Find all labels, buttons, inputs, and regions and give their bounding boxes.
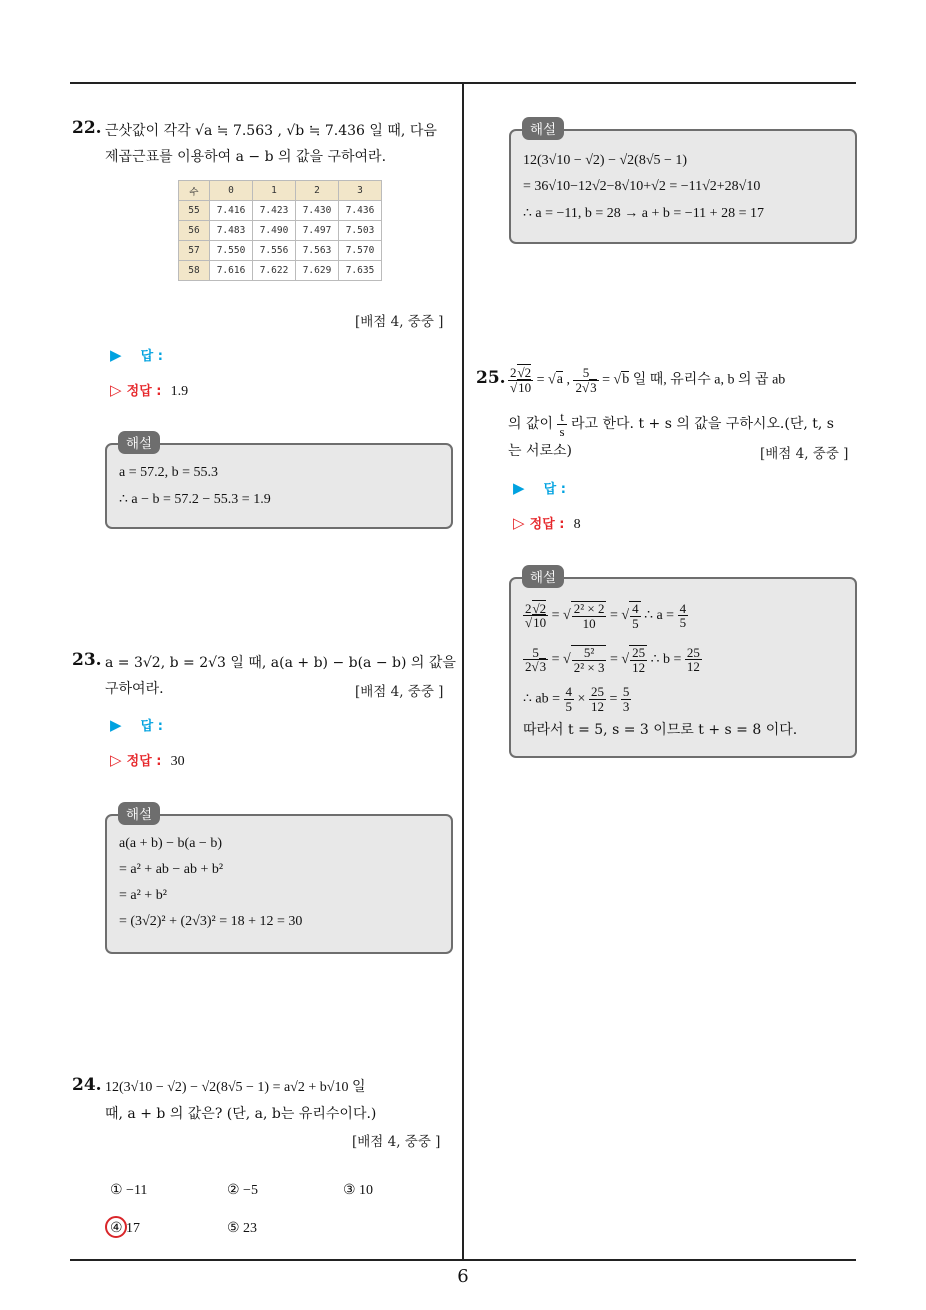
table-cell: 7.550 — [210, 241, 253, 261]
q22-correct-value: 1.9 — [170, 384, 189, 399]
outline-play-icon: ▷ — [513, 514, 525, 532]
q23-explain-line: a(a + b) − b(a − b) — [119, 836, 222, 851]
q22-meta: [배점 4, 중중 ] — [355, 314, 444, 330]
table-cell: 7.430 — [296, 201, 339, 221]
q25-correct-value: 8 — [573, 517, 581, 532]
table-cell: 7.556 — [253, 241, 296, 261]
table-cell: 3 — [339, 181, 382, 201]
q24-meta: [배점 4, 중중 ] — [352, 1134, 441, 1150]
choice-5[interactable]: ⑤ 23 — [227, 1221, 258, 1236]
table-header-row — [179, 181, 382, 201]
table-cell: 7.503 — [339, 221, 382, 241]
play-icon: ▶ — [110, 346, 122, 364]
table-cell: 2 — [296, 181, 339, 201]
q22-explain-line: a = 57.2, b = 55.3 — [119, 465, 219, 480]
q25-line1: $\frac{2√2}{√10}$ = √a , $\frac{5}{2√3}$ = √b 일 때, 유리수 a, b 의 곱 ab — [510, 365, 786, 395]
q25-number: 25. — [476, 368, 506, 388]
q23-explain-tag: 해설 — [118, 802, 160, 825]
table-cell: 7.622 — [253, 261, 296, 281]
table-cell: 58 — [179, 261, 210, 281]
q23-explanation-box — [105, 814, 453, 954]
q24-line2: 때, a + b 의 값은? (단, a, b는 유리수이다.) — [105, 1106, 377, 1122]
q25-line2-start: 의 값이 — [508, 416, 554, 433]
q23-correct-row — [110, 750, 185, 770]
q22-explanation-box — [105, 443, 453, 529]
q23-line1: a = 3√2, b = 2√3 일 때, a(a + b) − b(a − b) 의 값을 — [105, 655, 456, 671]
bottom-rule — [70, 1259, 856, 1261]
q23-answer-row — [110, 715, 163, 734]
table-cell: 7.423 — [253, 201, 296, 221]
q22-correct-row — [110, 380, 188, 400]
table-cell: 1 — [253, 181, 296, 201]
q25-explain-line: ∴ ab = $\frac{4}{5}$ × $\frac{25}{12}$ = $\frac{5}{3}$ — [523, 684, 630, 714]
q23-meta: [배점 4, 중중 ] — [355, 684, 444, 700]
q25-line2-end: 라고 한다. t + s 의 값을 구하시오.(단, t, s — [571, 416, 834, 433]
outline-play-icon: ▷ — [110, 381, 122, 399]
q25-answer-row — [513, 478, 566, 497]
q25-explain-last: 따라서 t = 5, s = 3 이므로 t + s = 8 이다. — [523, 722, 798, 738]
play-icon: ▶ — [513, 479, 525, 497]
q24-explain-line: ∴ a = −11, b = 28 → a + b = −11 + 28 = 17 — [523, 206, 764, 221]
q25-answer-label: 답 : — [543, 482, 566, 497]
q25-correct-label: 정답 : — [529, 517, 565, 532]
q22-line1: 근삿값이 각각 √a ≒ 7.563 , √b ≒ 7.436 일 때, 다음 — [105, 123, 437, 139]
q22-line2: 제곱근표를 이용하여 a − b 의 값을 구하여라. — [105, 149, 387, 165]
q24-explanation-box — [509, 129, 857, 244]
q22-correct-label: 정답 : — [126, 384, 162, 399]
table-cell: 0 — [210, 181, 253, 201]
table-cell: 7.483 — [210, 221, 253, 241]
selected-answer-circle — [105, 1216, 127, 1238]
q23-answer-label: 답 : — [140, 719, 163, 734]
q24-explain-line: 12(3√10 − √2) − √2(8√5 − 1) — [523, 153, 688, 168]
q23-explain-line: = a² + b² — [119, 888, 167, 903]
table-cell: 7.416 — [210, 201, 253, 221]
q25-correct-row — [513, 513, 581, 533]
q25-line2: 의 값이 $\frac{t}{s}$ 라고 한다. t + s 의 값을 구하시오.(단, t, s — [508, 409, 834, 439]
q24-explain-line: = 36√10−12√2−8√10+√2 = −11√2+28√10 — [523, 179, 761, 194]
q25-meta: [배점 4, 중중 ] — [760, 446, 849, 462]
table-cell: 55 — [179, 201, 210, 221]
q23-line2: 구하여라. — [105, 681, 164, 697]
q24-number: 24. — [72, 1075, 102, 1095]
play-icon: ▶ — [110, 716, 122, 734]
table-cell: 7.629 — [296, 261, 339, 281]
choice-4[interactable]: ④ 17 — [110, 1221, 141, 1236]
q22-explain-line: ∴ a − b = 57.2 − 55.3 = 1.9 — [119, 492, 271, 507]
table-cell: 7.497 — [296, 221, 339, 241]
table-cell: 7.490 — [253, 221, 296, 241]
outline-play-icon: ▷ — [110, 751, 122, 769]
table-cell: 7.563 — [296, 241, 339, 261]
q22-number: 22. — [72, 118, 102, 138]
q24-line1: 12(3√10 − √2) − √2(8√5 − 1) = a√2 + b√10 일 — [105, 1080, 366, 1095]
table-cell: 수 — [179, 181, 210, 201]
q24-explain-tag: 해설 — [522, 117, 564, 140]
choice-2[interactable]: ② −5 — [227, 1183, 258, 1198]
table-row — [179, 221, 382, 241]
table-cell: 7.570 — [339, 241, 382, 261]
q25-explain-tag: 해설 — [522, 565, 564, 588]
column-divider — [462, 82, 464, 1260]
q22-answer-label: 답 : — [140, 349, 163, 364]
sqrt-table — [178, 180, 382, 281]
table-cell: 7.616 — [210, 261, 253, 281]
q23-correct-label: 정답 : — [126, 754, 162, 769]
table-row — [179, 201, 382, 221]
q23-explain-line: = (3√2)² + (2√3)² = 18 + 12 = 30 — [119, 914, 303, 929]
q25-explain-line: $\frac{2√2}{√10}$ = √ $\frac{\text{2² × 2}}{10}$ = √ $\frac{4}{5}$ ∴ a = $\frac{4}{5}$ — [525, 600, 687, 631]
choice-1[interactable]: ① −11 — [110, 1183, 148, 1198]
choice-3[interactable]: ③ 10 — [343, 1183, 374, 1198]
q22-explain-tag: 해설 — [118, 431, 160, 454]
q23-correct-value: 30 — [170, 754, 185, 769]
q23-number: 23. — [72, 650, 102, 670]
page-number: 6 — [457, 1266, 469, 1287]
q22-answer-row — [110, 345, 163, 364]
q23-explain-line: = a² + ab − ab + b² — [119, 862, 224, 877]
table-cell: 7.635 — [339, 261, 382, 281]
q25-explain-line: $\frac{5}{2√3}$ = √ $\frac{\text{5²}}{\text{2² × 3}}$ = √ $\frac{25}{12}$ ∴ b = $\frac{25}{12}$ — [525, 644, 700, 675]
table-row — [179, 261, 382, 281]
q25-line3: 는 서로소) — [508, 443, 573, 459]
table-cell: 57 — [179, 241, 210, 261]
table-cell: 56 — [179, 221, 210, 241]
table-row — [179, 241, 382, 261]
table-cell: 7.436 — [339, 201, 382, 221]
q25-explanation-box — [509, 577, 857, 758]
